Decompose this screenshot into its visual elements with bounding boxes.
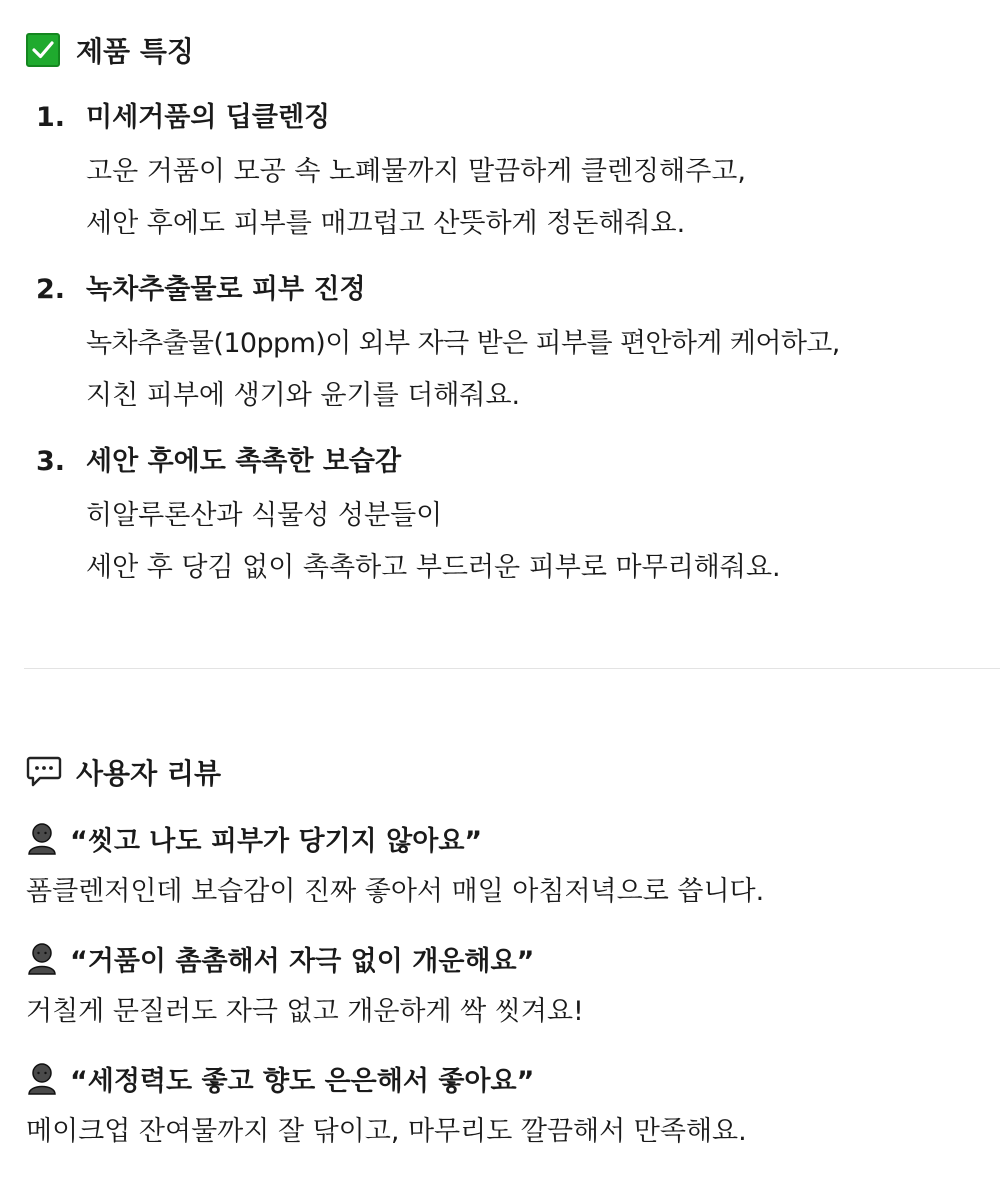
- speech-bubble-icon: [26, 755, 62, 789]
- feature-item-3: [36, 442, 986, 594]
- feature-description: [86, 318, 986, 422]
- feature-description-line: 히알루론산과 식물성 성분들이: [86, 500, 443, 531]
- review-body: 메이크업 잔여물까지 잘 닦이고, 마무리도 깔끔해서 만족해요.: [26, 1116, 747, 1147]
- review-title: “거품이 촘촘해서 자극 없이 개운해요”: [70, 945, 535, 977]
- person-icon: [26, 821, 58, 855]
- review-body: 거칠게 문질러도 자극 없고 개운하게 싹 씻겨요!: [26, 996, 584, 1027]
- reviews-heading-text: 사용자 리뷰: [76, 757, 221, 790]
- feature-description: [86, 490, 986, 594]
- person-icon: [26, 1061, 58, 1095]
- features-heading: [26, 30, 194, 70]
- feature-title: 미세거품의 딥클렌징: [86, 102, 331, 133]
- section-divider: [24, 668, 1000, 669]
- feature-title: 세안 후에도 촉촉한 보습감: [86, 446, 402, 477]
- features-heading-text: 제품 특징: [76, 35, 194, 68]
- feature-item-2: [36, 270, 986, 422]
- review-title: “씻고 나도 피부가 당기지 않아요”: [70, 825, 483, 857]
- feature-number: 2.: [36, 274, 66, 305]
- check-mark-icon: [26, 33, 60, 67]
- feature-description-line: 고운 거품이 모공 속 노폐물까지 말끔하게 클렌징해주고,: [86, 156, 746, 187]
- review-item-2: [26, 938, 986, 1032]
- person-icon: [26, 941, 58, 975]
- feature-item-1: [36, 98, 986, 250]
- feature-description-line: 지친 피부에 생기와 윤기를 더해줘요.: [86, 380, 521, 411]
- feature-description-line: 녹차추출물(10ppm)이 외부 자극 받은 피부를 편안하게 케어하고,: [86, 328, 840, 359]
- review-item-1: [26, 818, 986, 912]
- feature-description-line: 세안 후 당김 없이 촉촉하고 부드러운 피부로 마무리해줘요.: [86, 552, 781, 583]
- feature-number: 3.: [36, 446, 66, 477]
- feature-description-line: 세안 후에도 피부를 매끄럽고 산뜻하게 정돈해줘요.: [86, 208, 686, 239]
- reviews-heading: [26, 752, 221, 792]
- feature-description: [86, 146, 986, 250]
- feature-number: 1.: [36, 102, 66, 133]
- feature-title: 녹차추출물로 피부 진정: [86, 274, 366, 305]
- review-body: 폼클렌저인데 보습감이 진짜 좋아서 매일 아침저녁으로 씁니다.: [26, 876, 765, 907]
- review-title: “세정력도 좋고 향도 은은해서 좋아요”: [70, 1065, 535, 1097]
- review-item-3: [26, 1058, 986, 1152]
